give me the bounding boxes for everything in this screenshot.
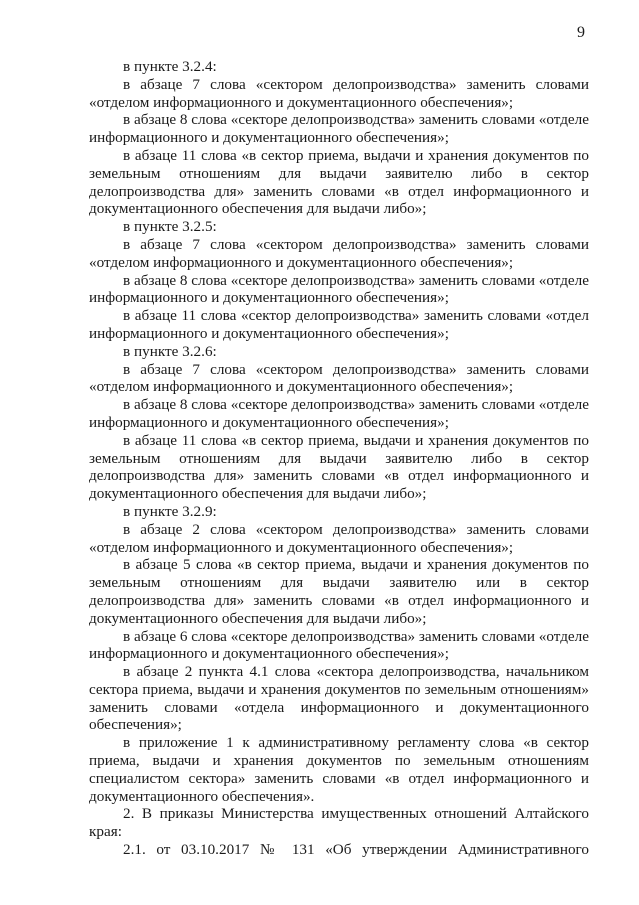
paragraph: в абзаце 11 слова «в сектор приема, выдачи и хранения документов по земельным отношениям для выдачи заявителю либо в сектор делопроизводства для» заменить словами «в отдел информационного и документационного обеспечения для выдачи либо»;: [89, 146, 589, 218]
paragraph: в абзаце 7 слова «сектором делопроизводства» заменить словами «отделом информационного и документационного обеспечения»;: [89, 75, 589, 111]
document-body: [89, 58, 589, 859]
paragraph: 2.1. от 03.10.2017 № 131 «Об утверждении Административного: [123, 841, 589, 859]
paragraph: в абзаце 8 слова «секторе делопроизводства» заменить словами «отделе информационного и документационного обеспечения»;: [89, 271, 589, 307]
paragraph: в абзаце 7 слова «сектором делопроизводства» заменить словами «отделом информационного и документационного обеспечения»;: [89, 360, 589, 396]
paragraph: в абзаце 7 слова «сектором делопроизводства» заменить словами «отделом информационного и документационного обеспечения»;: [89, 235, 589, 271]
paragraph: в абзаце 11 слова «сектор делопроизводства» заменить словами «отдел информационного и документационного обеспечения»;: [89, 307, 589, 342]
paragraph: в пункте 3.2.4:: [123, 58, 217, 75]
paragraph: в абзаце 11 слова «в сектор приема, выдачи и хранения документов по земельным отношениям для выдачи заявителю либо в сектор делопроизводства для» заменить словами «в отдел информационного и документационного обеспечения для выдачи либо»;: [89, 431, 589, 503]
paragraph: в абзаце 5 слова «в сектор приема, выдачи и хранения документов по земельным отношениям для выдачи заявителю или в сектор делопроизводства для» заменить словами «в отдел информационного и документационного обеспечения для выдачи либо»;: [89, 556, 589, 627]
paragraph: в абзаце 6 слова «секторе делопроизводства» заменить словами «отделе информационного и документационного обеспечения»;: [89, 627, 589, 663]
paragraph: в абзаце 8 слова «секторе делопроизводства» заменить словами «отделе информационного и документационного обеспечения»;: [89, 396, 589, 431]
paragraph: в абзаце 2 слова «сектором делопроизводства» заменить словами «отделом информационного и документационного обеспечения»;: [89, 520, 589, 556]
page-number: 9: [577, 24, 585, 41]
paragraph: в пункте 3.2.6:: [123, 342, 217, 360]
paragraph: в пункте 3.2.9:: [123, 502, 217, 520]
paragraph: в абзаце 2 пункта 4.1 слова «сектора делопроизводства, начальником сектора приема, выдачи и хранения документов по земельным отношениям» заменить словами «отдела информационного и документационного обеспечения»;: [89, 663, 589, 734]
paragraph: в приложение 1 к административному регламенту слова «в сектор приема, выдачи и хранения документов по земельным отношениям специалистом сектора» заменить словами «в отдел информационного и документационного обеспечения».: [89, 734, 589, 805]
paragraph: в пункте 3.2.5:: [123, 218, 217, 236]
paragraph: 2. В приказы Министерства имущественных отношений Алтайского края:: [89, 805, 589, 841]
paragraph: в абзаце 8 слова «секторе делопроизводства» заменить словами «отделе информационного и документационного обеспечения»;: [89, 111, 589, 147]
